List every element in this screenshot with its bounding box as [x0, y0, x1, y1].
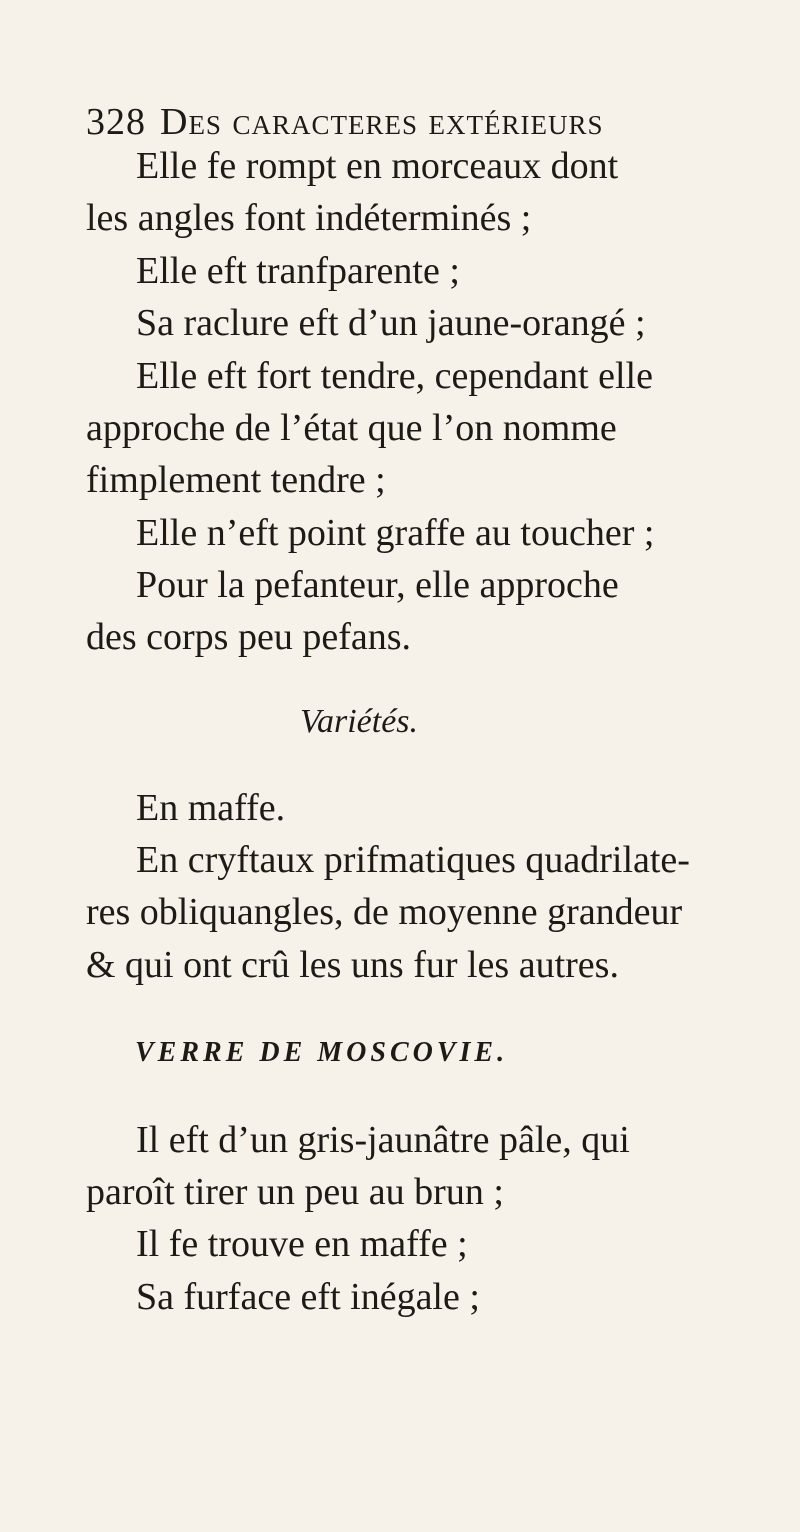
- text-line: des corps peu pefans.: [86, 616, 412, 658]
- text-line: les angles font indéterminés ;: [86, 197, 532, 239]
- page-number: 328: [86, 101, 146, 143]
- varietes-heading: Variétés.: [300, 703, 419, 740]
- header-title: Des caracteres extérieurs: [160, 101, 604, 143]
- text-line: Elle eft tranfparente ;: [136, 250, 460, 292]
- text-line: approche de l’état que l’on nomme: [86, 407, 617, 449]
- text-line: En maffe.: [136, 787, 286, 829]
- text-line: Il eft d’un gris-jaunâtre pâle, qui: [136, 1119, 630, 1161]
- text-line: res obliquangles, de moyenne grandeur: [86, 891, 683, 933]
- text-line: Elle eft fort tendre, cependant elle: [136, 355, 653, 397]
- text-line: En cryftaux prifmatiques quadrilate-: [136, 839, 690, 881]
- text-line: & qui ont crû les uns fur les autres.: [86, 944, 619, 986]
- text-line: Elle n’eft point graffe au toucher ;: [136, 512, 655, 554]
- text-line: fimplement tendre ;: [86, 459, 386, 501]
- text-line: Sa raclure eft d’un jaune-orangé ;: [136, 302, 646, 344]
- section-heading: VERRE DE MOSCOVIE.: [135, 1037, 509, 1068]
- text-line: Elle fe rompt en morceaux dont: [136, 145, 619, 187]
- text-line: paroît tirer un peu au brun ;: [86, 1171, 504, 1213]
- text-line: Il fe trouve en maffe ;: [136, 1223, 468, 1265]
- text-line: Sa furface eft inégale ;: [136, 1276, 480, 1318]
- running-header: [86, 100, 603, 144]
- text-line: Pour la pefanteur, elle approche: [136, 564, 619, 606]
